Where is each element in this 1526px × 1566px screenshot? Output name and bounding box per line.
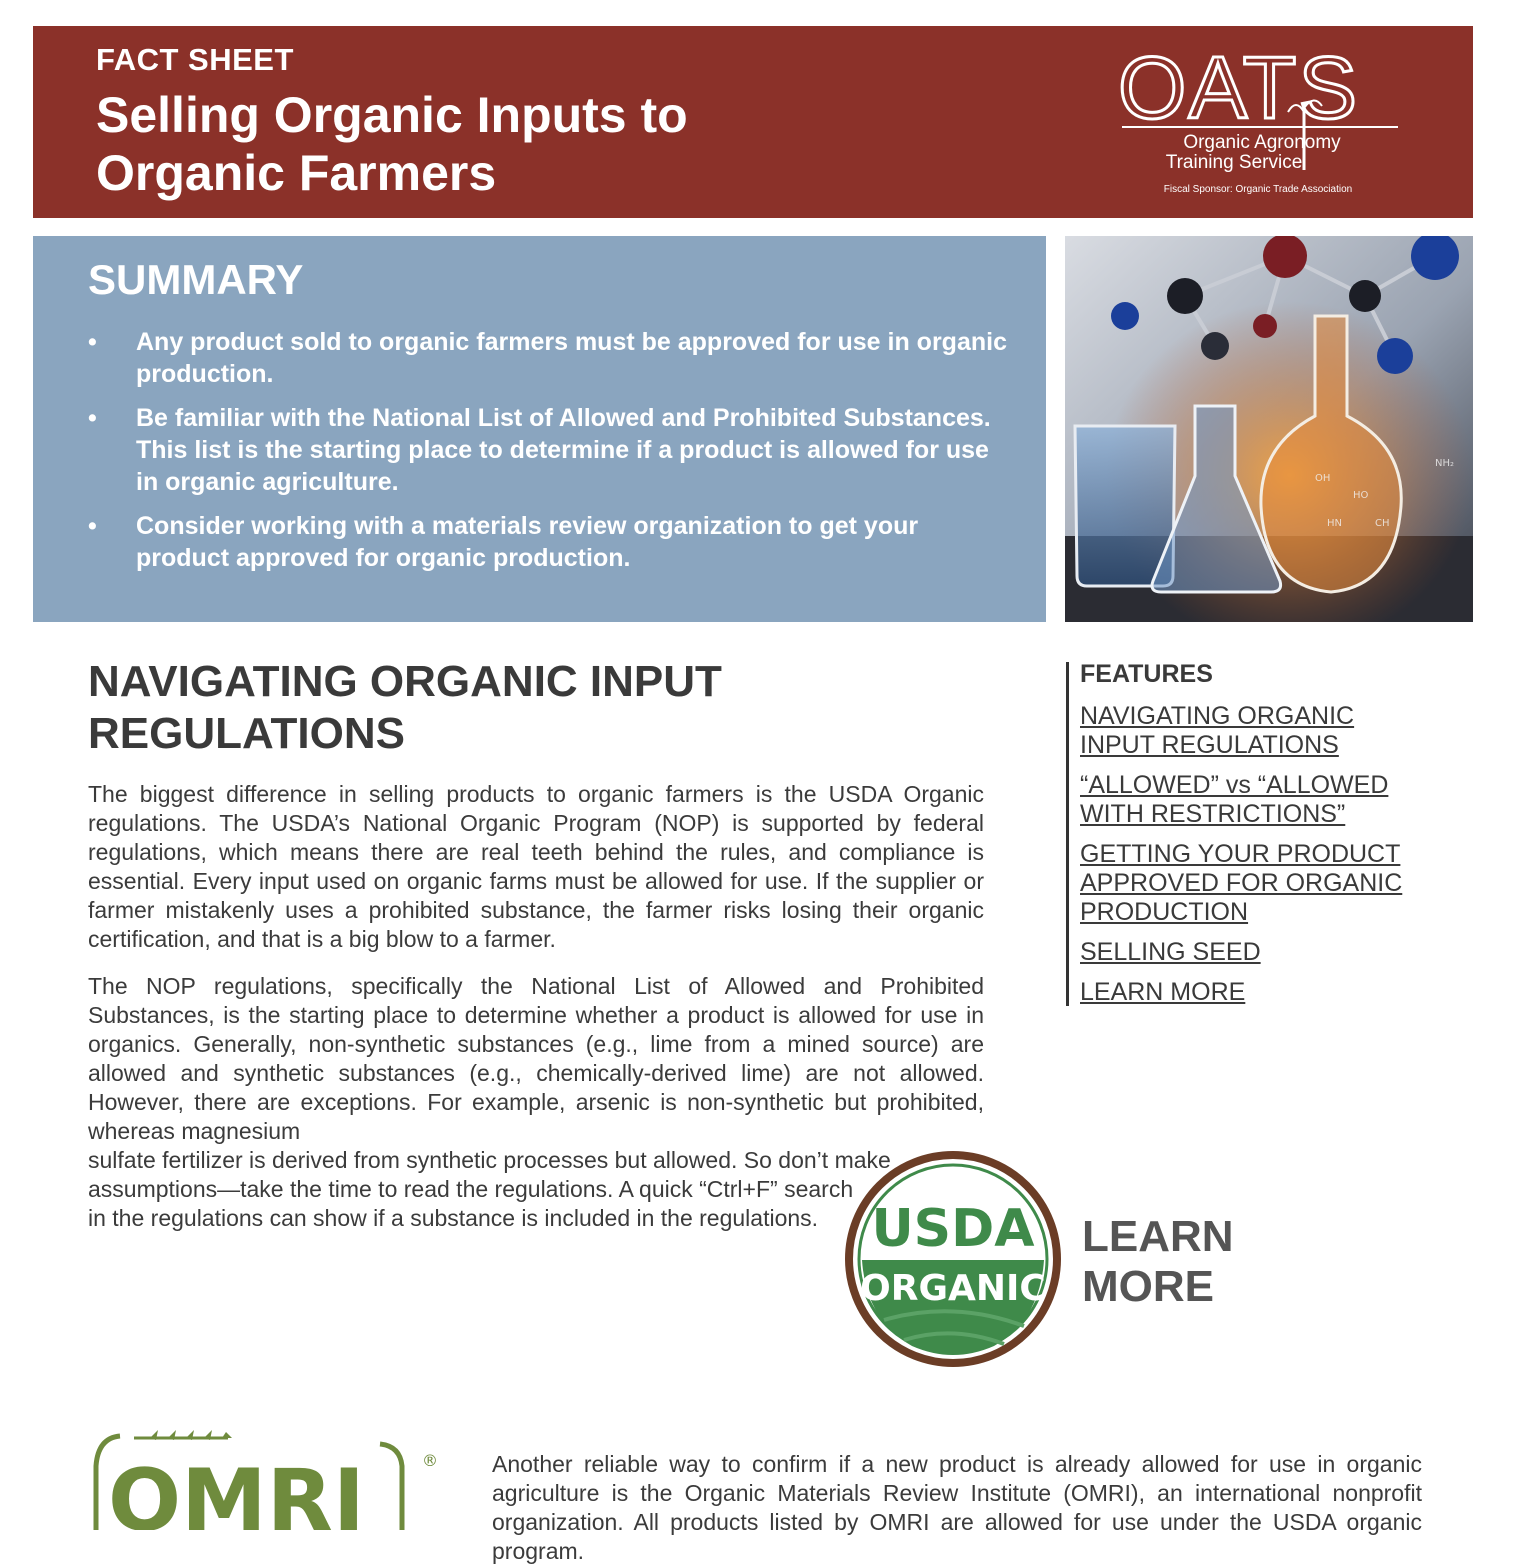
feature-item — [1080, 771, 1410, 829]
bullet-icon: • — [88, 404, 97, 432]
body-paragraph: The biggest difference in selling products to organic farmers is the USDA Organic regulations. The USDA’s National Organic Program (NOP) is supported by federal regulations, which means there are real teeth behind the rules, and compliance is essential. Every input used on organic farms must be allowed for use. If the supplier or farmer mistakenly uses a prohibited substance, the farmer risks losing their organic certification, and that is a big blow to a farmer. — [88, 781, 984, 952]
oats-sponsor: Fiscal Sponsor: Organic Trade Association — [1163, 184, 1353, 195]
feature-link-approval[interactable]: GETTING YOUR PRODUCT APPROVED FOR ORGANIC PRODUCTION — [1080, 840, 1403, 926]
lab-glassware-photo — [1065, 236, 1473, 622]
summary-item: • Any product sold to organic farmers must be approved for use in organic production. — [88, 328, 1007, 388]
feature-item — [1080, 702, 1410, 760]
summary-list — [88, 326, 1018, 586]
usda-organic-seal — [844, 1150, 1062, 1368]
summary-title: SUMMARY — [88, 256, 304, 303]
page-title: Selling Organic Inputs to Organic Farmers — [96, 87, 688, 201]
section-title: NAVIGATING ORGANIC INPUT REGULATIONS — [88, 657, 722, 758]
usda-seal-line1: USDA — [871, 1199, 1035, 1259]
svg-text:CH: CH — [1375, 518, 1390, 529]
feature-item — [1080, 978, 1410, 1007]
omri-wordmark: OMRI — [108, 1451, 365, 1530]
oats-logo — [1118, 42, 1403, 207]
oats-wordmark: OATS — [1118, 42, 1360, 137]
body-text: assumptions—take the time to read the regulations. A quick “Ctrl+F” search — [88, 1176, 854, 1202]
body-paragraph: Another reliable way to confirm if a new product is already allowed for use in organic agriculture is the Organic Materials Review Institute (OMRI), an international nonprofit organization. All products listed by OMRI are allowed for use under the USDA organic program. — [492, 1451, 1422, 1564]
feature-link-seed[interactable]: SELLING SEED — [1080, 938, 1261, 966]
usda-seal-line2: ORGANIC — [860, 1268, 1046, 1309]
fact-sheet-label: FACT SHEET — [96, 42, 294, 77]
learn-more-line: MORE — [1082, 1262, 1214, 1311]
summary-item: • Be familiar with the National List of Allowed and Prohibited Substances. This list is the starting place to determine if a product is allowed for use in organic agriculture. — [88, 404, 991, 496]
learn-more-line: LEARN — [1082, 1212, 1234, 1261]
body-text: sulfate fertilizer is derived from synthetic processes but allowed. So don’t make — [88, 1147, 891, 1173]
omri-logo — [90, 1426, 440, 1530]
oats-name-line1: Organic Agronomy — [1183, 132, 1341, 153]
learn-more-heading — [1082, 1212, 1282, 1312]
svg-text:OH: OH — [1315, 473, 1331, 484]
body-text: in the regulations can show if a substance is included in the regulations. — [88, 1205, 819, 1231]
feature-item — [1080, 938, 1410, 967]
registered-mark: ® — [422, 1451, 438, 1470]
feature-link-learn-more[interactable]: LEARN MORE — [1080, 978, 1246, 1006]
bullet-icon: • — [88, 512, 97, 540]
features-title: FEATURES — [1080, 660, 1213, 688]
svg-text:HO: HO — [1353, 490, 1369, 501]
features-list — [1080, 702, 1410, 1018]
bullet-icon: • — [88, 328, 97, 356]
summary-item: • Consider working with a materials review organization to get your product approved for organic production. — [88, 512, 919, 572]
feature-item — [1080, 840, 1410, 927]
oats-name-line2: Training Service — [1165, 152, 1303, 173]
feature-link-allowed[interactable]: “ALLOWED” vs “ALLOWED WITH RESTRICTIONS” — [1080, 771, 1389, 828]
svg-text:NH₂: NH₂ — [1435, 458, 1455, 469]
svg-text:HN: HN — [1327, 518, 1342, 529]
feature-link-navigating[interactable]: NAVIGATING ORGANIC INPUT REGULATIONS — [1080, 702, 1355, 759]
body-text: The NOP regulations, specifically the National List of Allowed and Prohibited Substances, is the starting place to determine whether a product is allowed for use in organics. Generally, non-synthetic substances (e.g., lime from a mined source) are allowed and synthetic substances (e.g., chemically-derived lime) are not allowed. However, there are exceptions. For example, arsenic is non-synthetic but prohibited, whereas magnesium — [88, 973, 984, 1144]
